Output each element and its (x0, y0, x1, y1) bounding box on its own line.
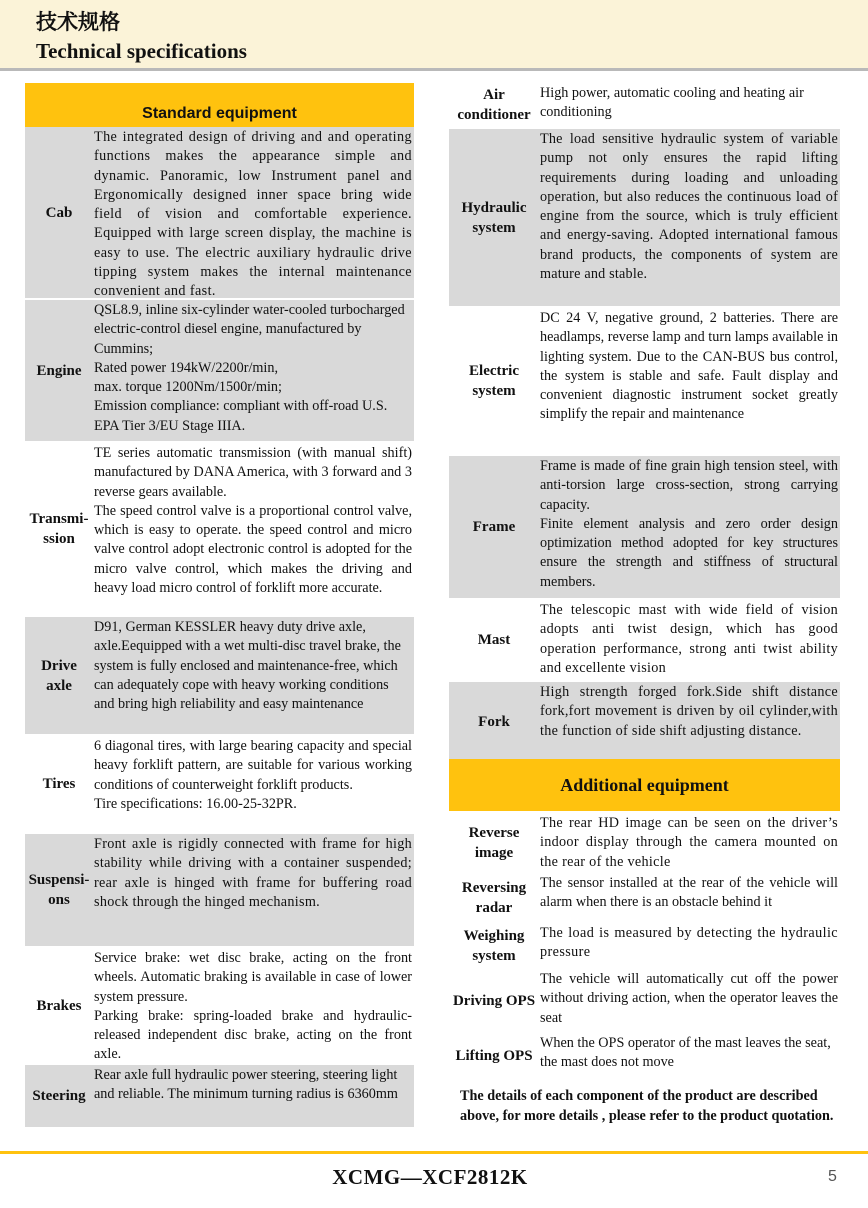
spec-label: Mast (477, 632, 511, 648)
spec-text: 6 diagonal tires, with large bearing capacity and special heavy forklift pattern, are suitable for various working conditions of counterweight forklift products. Tire specifications: 16.00-25-32PR. (94, 738, 412, 812)
spec-row-mast (449, 600, 840, 682)
spec-label: Lifting OPS (455, 1048, 533, 1064)
spec-label: Engine (36, 362, 82, 379)
spec-label: Suspensi- ons (28, 872, 90, 908)
spec-text: The vehicle will automatically cut off the power without driving action, when the operator leaves the seat (540, 971, 838, 1026)
spec-label: Weighing system (463, 928, 525, 964)
spec-text: The load is measured by detecting the hydraulic pressure (540, 925, 838, 961)
spec-text: The rear HD image can be seen on the driver’s indoor display through the camera mounted on the rear of the vehicle (540, 815, 838, 870)
spec-label: Reversing radar (461, 880, 527, 916)
spec-row-steering (25, 1065, 414, 1129)
spec-text: Front axle is rigidly connected with frame for high stability while driving with a container suspended; rear axle is hinged with frame for buffering road shock through the hinged mechanism. (94, 836, 412, 910)
spec-label: Air conditioner (457, 87, 531, 123)
spec-text: The telescopic mast with wide field of vision adopts anti twist design, which has good operation performance, strong anti twist ability and excellente vision (540, 602, 838, 676)
spec-text: Frame is made of fine grain high tension steel, with anti-torsion large cross-section, strong carrying capacity. Finite element analysis and zero order design optimization method adopted for key structures ensure the strength and stiffness of structural members. (540, 458, 838, 590)
page-number: 5 (828, 1168, 837, 1185)
quotation-note: The details of each component of the product are described above, for more details , please refer to the product quotation. (460, 1088, 834, 1124)
spec-row-weighing-system (449, 923, 840, 969)
spec-text: Rear axle full hydraulic power steering, steering light and reliable. The minimum turning radius is 6360mm (94, 1067, 398, 1103)
spec-row-tires (25, 736, 414, 834)
standard-equipment-table-continued (449, 83, 840, 764)
footer-model-title: XCMG—XCF2812K (332, 1165, 528, 1189)
spec-label: Steering (32, 1088, 86, 1104)
spec-label: Brakes (36, 997, 82, 1014)
additional-equipment-table (449, 813, 840, 1079)
standard-equipment-table (25, 83, 414, 1129)
spec-text: The load sensitive hydraulic system of variable pump not only ensures the rapid lifting requirements during loading and unloading operation, but also reduces the continuous load of engine from the source, which is truly efficient and energy-saving. Adopted international famous brand products, the components of system are mature and stable. (540, 131, 838, 283)
spec-label: Fork (478, 714, 510, 730)
spec-row-cab (25, 127, 414, 300)
title-chinese: 技术规格 (36, 10, 120, 34)
spec-row-electric-system (449, 308, 840, 456)
spec-label: Hydraulic system (461, 199, 527, 236)
spec-label: Reverse image (468, 825, 520, 861)
footer-divider (0, 1151, 868, 1154)
spec-row-hydraulic-system (449, 129, 840, 308)
spec-label: Driving OPS (452, 993, 536, 1009)
spec-label: Drive axle (41, 657, 77, 694)
spec-row-reverse-image (449, 813, 840, 873)
spec-text: High strength forged fork.Side shift distance fork,fort movement is driven by oil cylinder,with the function of side shift adjusting distance. (540, 684, 838, 739)
spec-text: QSL8.9, inline six-cylinder water-cooled turbocharged electric-control diesel engine, manufactured by Cummins; Rated power 194kW/2200r/min, max. torque 1200Nm/1500r/min; Emission compliance: compliant with off-road U.S. EPA Tier 3/EU Stage IIIA. (94, 302, 405, 434)
spec-row-transmission (25, 443, 414, 617)
spec-text: TE series automatic transmission (with manual shift) manufactured by DANA America, with 3 forward and 3 reverse gears available. The speed control valve is a proportional control valve, which is easy to operate. the speed control and micro valve control adopt electronic control is adopted for the micro valve control, which makes the driving and heavy load micro control of forklift more accurate. (94, 445, 412, 597)
spec-label: Frame (472, 519, 516, 535)
title-english: Technical specifications (36, 39, 247, 63)
spec-row-drive-axle (25, 617, 414, 736)
spec-row-frame (449, 456, 840, 600)
spec-row-suspensions (25, 834, 414, 948)
spec-label: Cab (45, 204, 73, 221)
header-divider (0, 68, 868, 71)
spec-row-lifting-ops (449, 1033, 840, 1079)
additional-equipment-heading: Additional equipment (449, 759, 840, 811)
spec-text: Service brake: wet disc brake, acting on the front wheels. Automatic braking is available in case of lower system pressure. Parking brake: spring-loaded brake and hydraulic-released independent disc brake, acting on the front axle. (94, 950, 412, 1063)
standard-equipment-heading: Standard equipment (25, 83, 414, 127)
spec-text: The sensor installed at the rear of the vehicle will alarm when there is an obstacle behind it (540, 875, 838, 911)
spec-label: Electric system (469, 363, 519, 399)
page-header (0, 0, 868, 70)
spec-label: Tires (42, 776, 76, 792)
spec-row-fork (449, 682, 840, 764)
spec-row-brakes (25, 948, 414, 1065)
spec-text: D91, German KESSLER heavy duty drive axle, axle.Eequipped with a wet multi-disc travel brake, the system is fully enclosed and maintenance-free, which can adequately cope with heavy working conditions and bring high reliability and easy maintenance (94, 619, 401, 713)
spec-text: The integrated design of driving and and operating functions makes the appearance simple and dynamic. Panoramic, low Instrument panel and Ergonomically designed inner space bring wide field of vision and comfortable experience. Equipped with large screen display, the machine is easy to use. The electric auxiliary hydraulic drive tipping system makes the internal maintenance convenient and fast. (94, 129, 412, 300)
spec-label: Transmi- ssion (29, 511, 89, 547)
spec-text: When the OPS operator of the mast leaves the seat, the mast does not move (540, 1035, 831, 1071)
spec-text: High power, automatic cooling and heating air conditioning (540, 85, 804, 121)
spec-row-engine (25, 300, 414, 443)
spec-row-reversing-radar (449, 873, 840, 923)
spec-row-air-conditioner (449, 83, 840, 129)
spec-row-driving-ops (449, 969, 840, 1033)
spec-text: DC 24 V, negative ground, 2 batteries. There are headlamps, reverse lamp and turn lamps available in lighting system. Due to the CAN-BUS bus control, the system is stable and safe. Fault display and convenient diagnostic instrument socket greatly simplify the repair and maintenance (540, 310, 838, 423)
